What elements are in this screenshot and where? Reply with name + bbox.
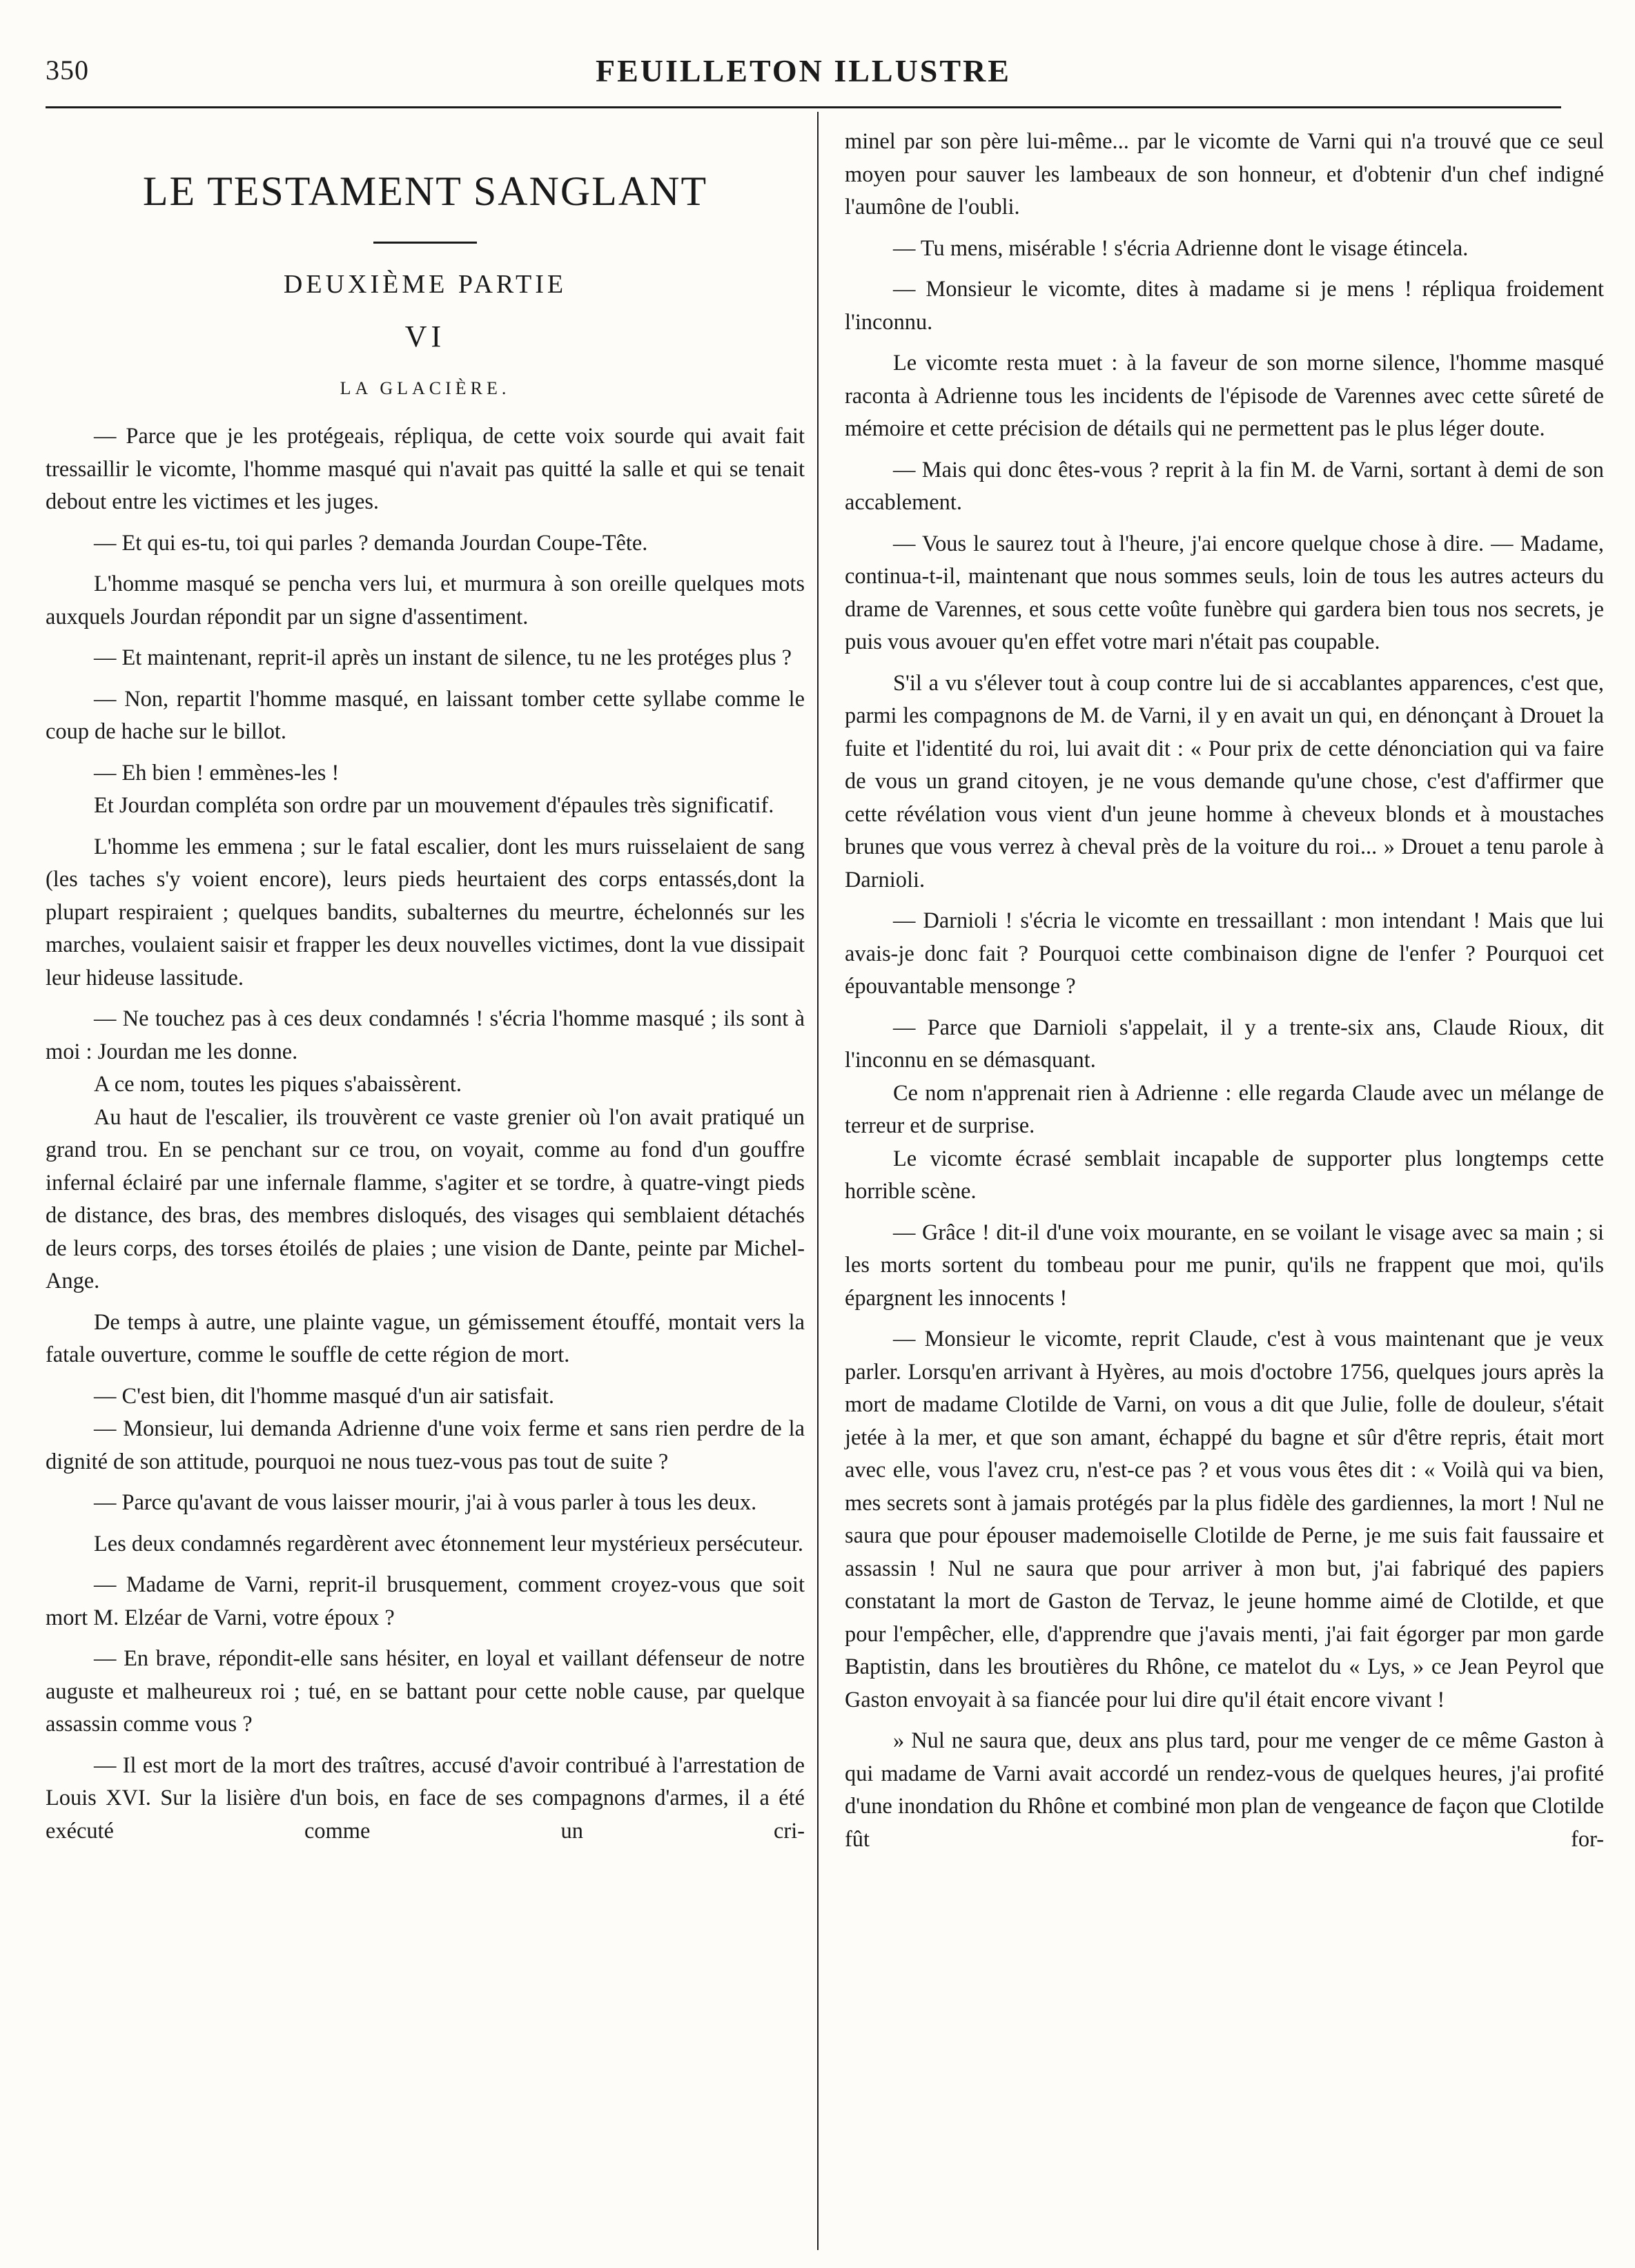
running-title: FEUILLETON ILLUSTRE — [596, 53, 1011, 88]
paragraph: — Vous le saurez tout à l'heure, j'ai encore quelque chose à dire. — Madame, continua-t-il, maintenant que nous sommes seuls, loin de tous les autres acteurs du drame de Varennes, et sous cette voûte funèbre qui gardera bien tous nos secrets, je puis vous avouer qu'en effet votre mari n'était pas coupable. — [845, 531, 1604, 654]
paragraph: Et Jourdan compléta son ordre par un mouvement d'épaules très significatif. — [94, 793, 774, 818]
paragraph: — Grâce ! dit-il d'une voix mourante, en se voilant le visage avec sa main ; si les morts sortent du tombeau pour me punir, qu'ils ne frappent que moi, qu'ils épargnent les innocents ! — [845, 1220, 1604, 1311]
paragraph: — Parce que je les protégeais, répliqua, de cette voix sourde qui avait fait tressaillir le vicomte, l'homme masqué qui n'avait pas quitté la salle et qui se tenait debout entre les victimes et les juges. — [46, 424, 805, 514]
story-title: LE TESTAMENT SANGLANT — [142, 168, 708, 214]
paragraph: — Darnioli ! s'écria le vicomte en tressaillant : mon intendant ! Mais que lui avais-je donc fait ? Pourquoi cette combinaison digne de l'enfer ? Pourquoi cet épouvantable mensonge ? — [845, 908, 1604, 999]
paragraph: — Tu mens, misérable ! s'écria Adrienne dont le visage étincela. — [893, 235, 1469, 261]
paragraph: Le vicomte écrasé semblait incapable de supporter plus longtemps cette horrible scène. — [845, 1146, 1604, 1204]
paragraph: — Parce que Darnioli s'appelait, il y a trente-six ans, Claude Rioux, dit l'inconnu en se démasquant. — [845, 1015, 1604, 1073]
paragraph: — Et maintenant, reprit-il après un instant de silence, tu ne les protéges plus ? — [94, 645, 792, 670]
chapter-number: VI — [404, 320, 446, 353]
page-number: 350 — [46, 55, 89, 86]
paragraph: A ce nom, toutes les piques s'abaissèrent. — [94, 1072, 462, 1097]
paragraph: — Madame de Varni, reprit-il brusquement, comment croyez-vous que soit mort M. Elzéar de Varni, votre époux ? — [46, 1572, 805, 1630]
column-divider — [817, 112, 819, 2250]
paragraph: S'il a vu s'élever tout à coup contre lui de si accablantes apparences, c'est que, parmi les compagnons de M. de Varni, il y en avait un qui, en dénonçant à Drouet la fuite et l'identité du roi, lui avait dit : « Pour prix de cette dénonciation qui va faire de vous un grand citoyen, je ne vous demande qu'une chose, c'est d'affirmer que cette révélation vous vient d'un jeune homme à cheveux blonds et à moustaches brunes que vous verrez à cheval près de la voiture du roi... » Drouet a tenu parole à Darnioli. — [845, 670, 1604, 892]
paragraph: — Mais qui donc êtes-vous ? reprit à la fin M. de Varni, sortant à demi de son accablement. — [845, 457, 1604, 515]
title-rule — [373, 242, 477, 244]
chapter-title: LA GLACIÈRE. — [340, 378, 511, 398]
left-column — [46, 126, 805, 1856]
paragraph: Les deux condamnés regardèrent avec étonnement leur mystérieux persécuteur. — [94, 1531, 803, 1556]
paragraph: L'homme les emmena ; sur le fatal escalier, dont les murs ruisselaient de sang (les taches s'y voient encore), leurs pieds heurtaient des corps entassés,dont la plupart respiraient ; quelques bandits, subalternes du meurtre, échelonnés sur les marches, voulaient saisir et frapper les deux nouvelles victimes, dont la vue dissipait leur hideuse lassitude. — [46, 834, 805, 990]
paragraph: — Ne touchez pas à ces deux condamnés ! s'écria l'homme masqué ; ils sont à moi : Jourdan me les donne. — [46, 1006, 805, 1064]
paragraph: — Monsieur le vicomte, reprit Claude, c'est à vous maintenant que je veux parler. Lorsqu'en arrivant à Hyères, au mois d'octobre 1756, quelques jours après la mort de madame Clotilde de Varni, on vous a dit que Julie, folle de douleur, s'était jetée à la mer, et que son amant, échappé du bagne et sûr d'être repris, était mort avec elle, vous l'avez cru, n'est-ce pas ? et vous vous êtes dit : « Voilà qui va bien, mes secrets sont à jamais protégés par la plus fidèle des gardiennes, la mort ! Nul ne saura que pour épouser mademoiselle Clotilde de Perne, je me suis fait faussaire et assassin ! Nul ne saura que pour arriver à mon but, j'ai fabriqué des papiers constatant la mort de Gaston de Tervaz, le jeune homme aimé de Clotilde, et que pour l'empêcher, elle, d'apprendre que j'avais menti, j'ai fait égorger par mon garde Baptistin, dans les broutières du Rhône, ce matelot du « Lys, » ce Jean Peyrol que Gaston envoyait à sa fiancée pour lui dire qu'il était encore vivant ! — [845, 1327, 1604, 1712]
paragraph: — En brave, répondit-elle sans hésiter, en loyal et vaillant défenseur de notre auguste et malheureux roi ; tué, en se battant pour cette noble cause, par quelque assassin comme vous ? — [46, 1646, 805, 1737]
paragraph: Ce nom n'apprenait rien à Adrienne : elle regarda Claude avec un mélange de terreur et de surprise. — [845, 1080, 1604, 1138]
paragraph: — C'est bien, dit l'homme masqué d'un air satisfait. — [94, 1383, 555, 1409]
paragraph: — Monsieur, lui demanda Adrienne d'une voix ferme et sans rien perdre de la dignité de son attitude, pourquoi ne nous tuez-vous pas tout de suite ? — [46, 1416, 805, 1474]
paragraph: » Nul ne saura que, deux ans plus tard, pour me venger de ce même Gaston à qui madame de Varni avait accordé un rendez-vous de quelques heures, j'ai profité d'une inondation du Rhône et combiné mon plan de vengeance de façon que Clotilde fût for- — [845, 1728, 1604, 1852]
paragraph: L'homme masqué se pencha vers lui, et murmura à son oreille quelques mots auxquels Jourdan répondit par un signe d'assentiment. — [46, 571, 805, 629]
part-heading: DEUXIÈME PARTIE — [283, 270, 567, 299]
paragraph: — Parce qu'avant de vous laisser mourir, j'ai à vous parler à tous les deux. — [94, 1490, 757, 1515]
header-rule — [46, 106, 1561, 108]
paragraph: Au haut de l'escalier, ils trouvèrent ce vaste grenier où l'on avait pratiqué un grand trou. En se penchant sur ce trou, on voyait, comme au fond d'un gouffre infernal éclairé par une infernale flamme, s'agiter et se tordre, à quatre-vingt pieds de distance, des bras, des membres disloqués, des visages qui semblaient détachés de leurs corps, des torses étoilés de plaies ; une vision de Dante, peinte par Michel-Ange. — [46, 1104, 805, 1293]
paragraph: — Monsieur le vicomte, dites à madame si je mens ! répliqua froidement l'inconnu. — [845, 277, 1604, 335]
paragraph: De temps à autre, une plainte vague, un gémissement étouffé, montait vers la fatale ouverture, comme le souffle de cette région de mort. — [46, 1309, 805, 1367]
paragraph: — Il est mort de la mort des traîtres, accusé d'avoir contribué à l'arrestation de Louis XVI. Sur la lisière d'un bois, en face de ses compagnons d'armes, il a été exécuté comme un cri- — [46, 1752, 805, 1844]
paragraph: — Eh bien ! emmènes-les ! — [94, 760, 340, 785]
paragraph: — Et qui es-tu, toi qui parles ? demanda Jourdan Coupe-Tête. — [94, 530, 648, 556]
paragraph: — Non, repartit l'homme masqué, en laissant tomber cette syllabe comme le coup de hache sur le billot. — [46, 686, 805, 744]
paragraph: minel par son père lui-même... par le vicomte de Varni qui n'a trouvé que ce seul moyen pour sauver les lambeaux de son honneur, et d'obtenir d'un chef indigné l'aumône de l'oubli. — [845, 129, 1604, 219]
right-column — [845, 126, 1604, 1864]
page-header — [46, 48, 1561, 104]
paragraph: Le vicomte resta muet : à la faveur de son morne silence, l'homme masqué raconta à Adrienne tous les incidents de l'épisode de Varennes avec cette sûreté de mémoire et cette précision de détails qui ne permettent pas le plus léger doute. — [845, 351, 1604, 441]
